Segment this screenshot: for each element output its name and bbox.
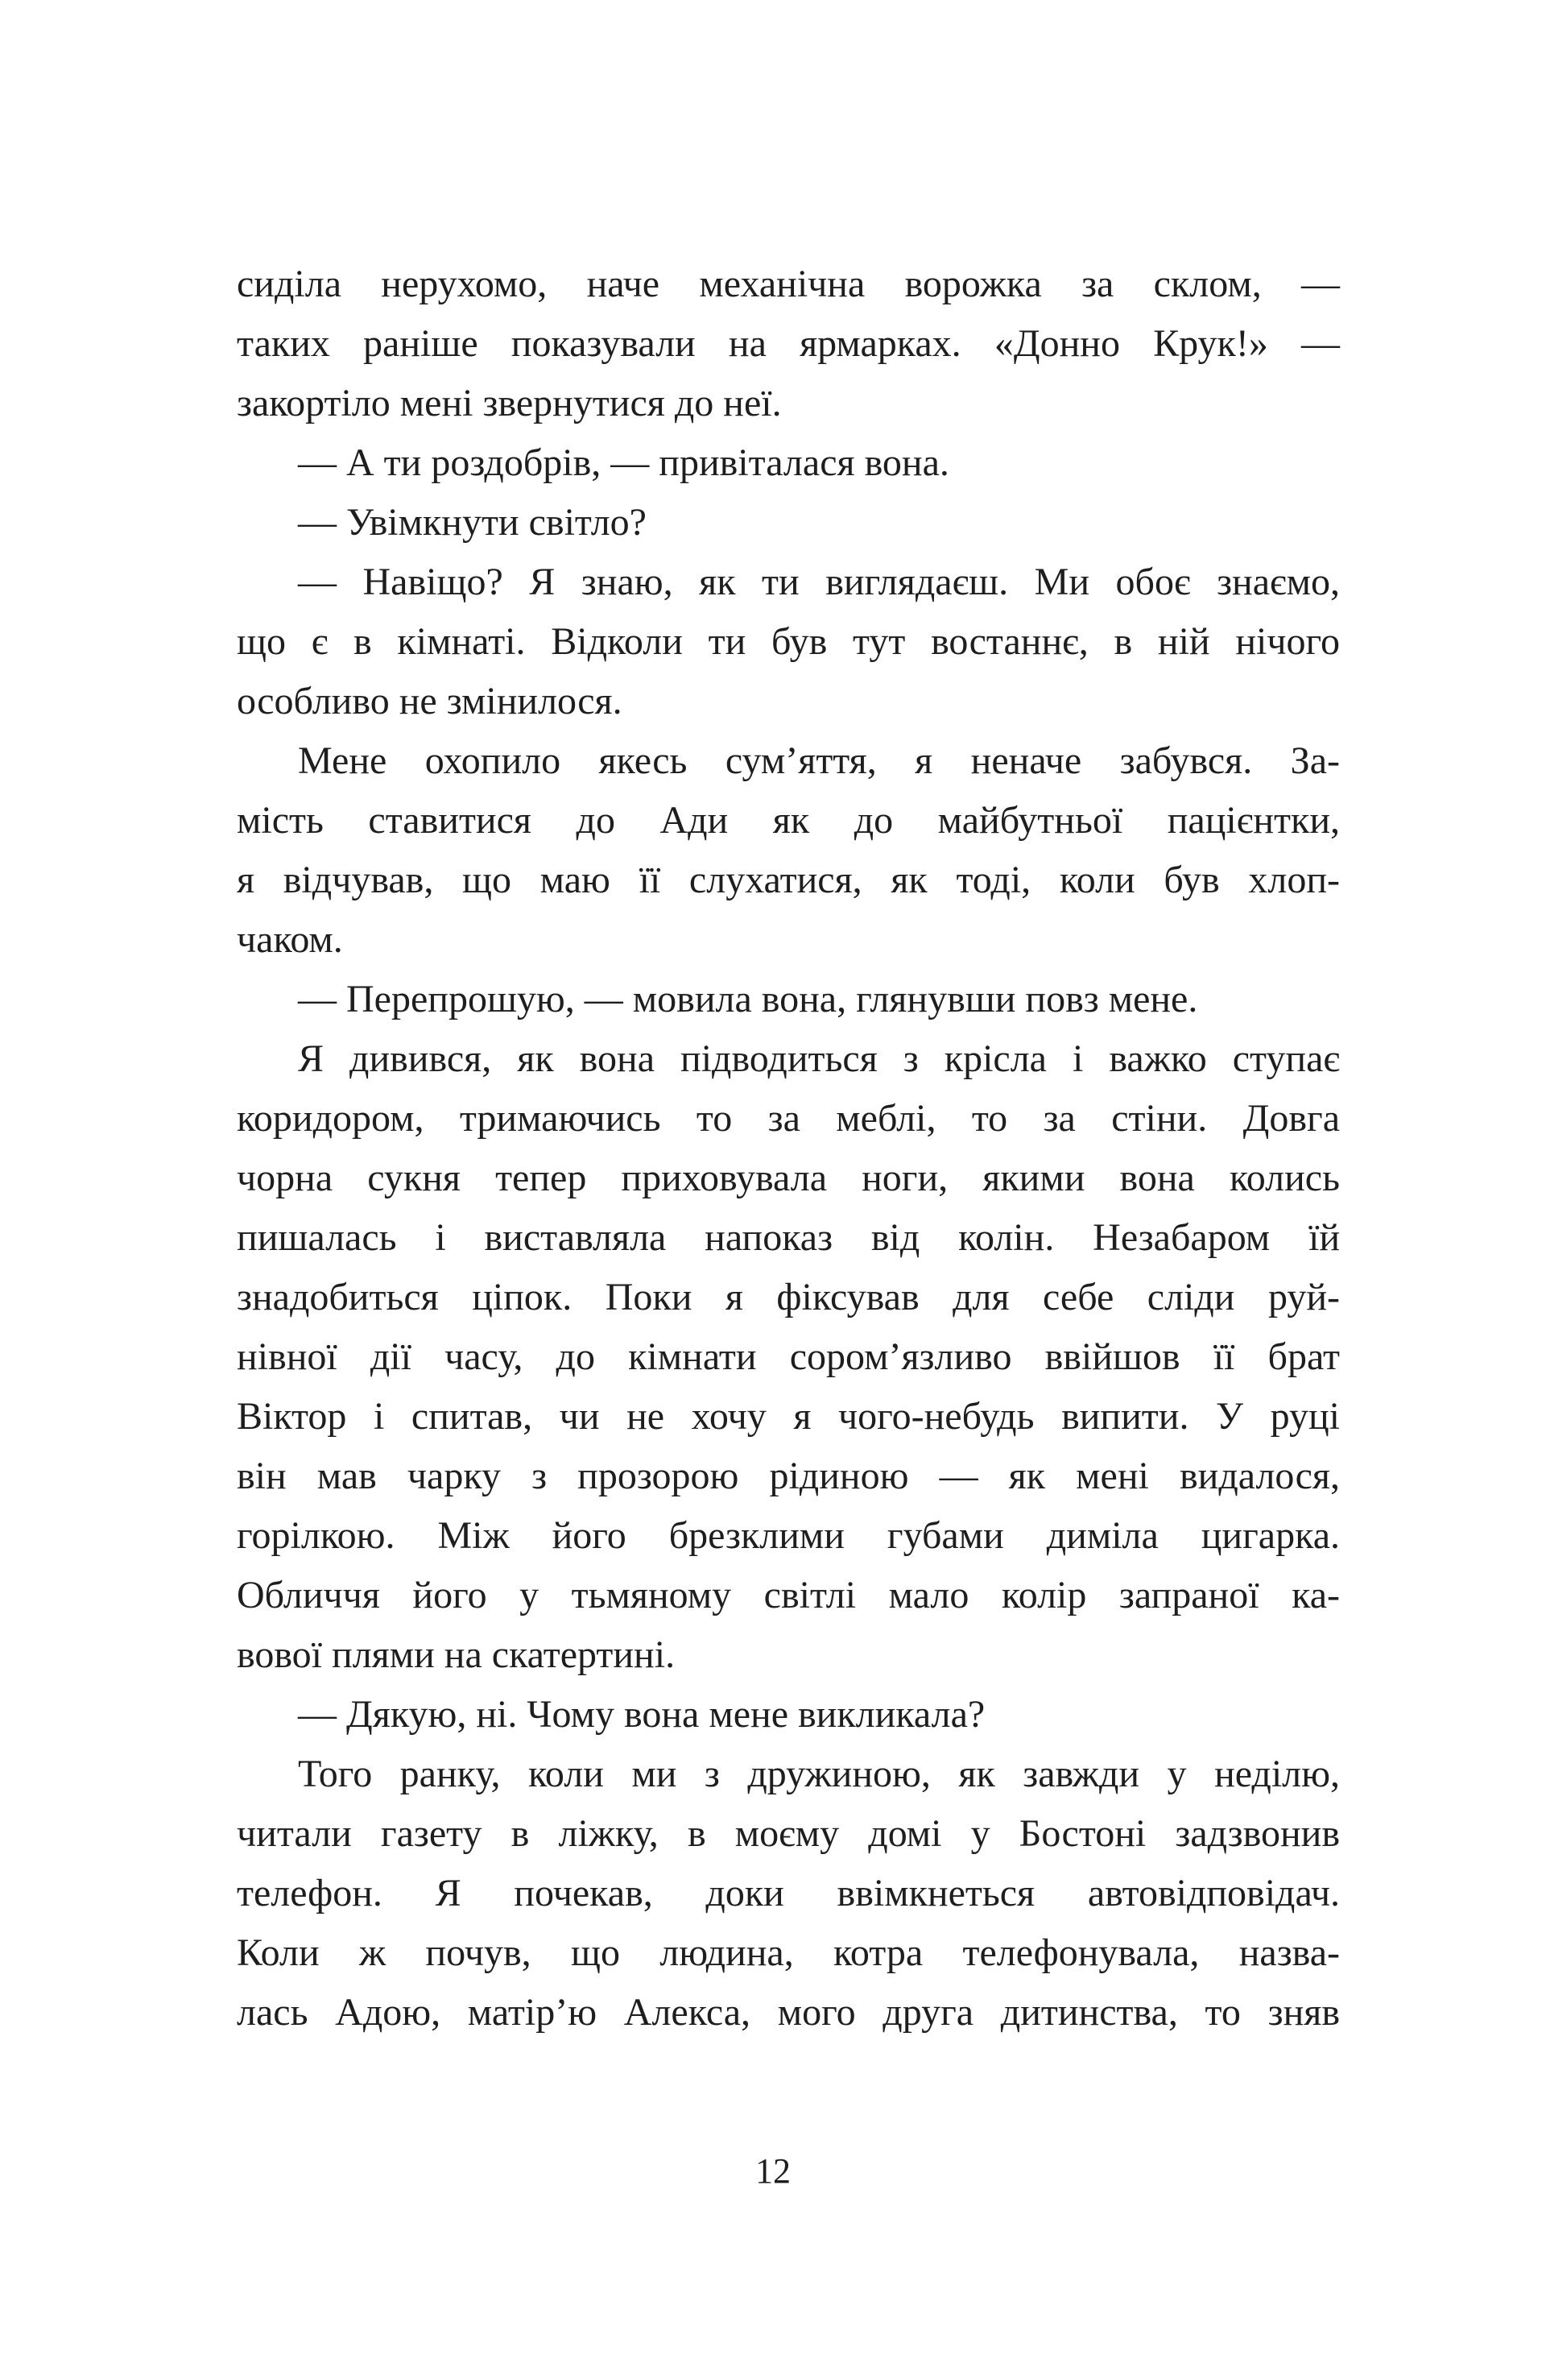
text-line: пишалась і виставляла напоказ від колін. Незабаром їй — [237, 1216, 1340, 1259]
text-line: чаком. — [237, 918, 343, 961]
text-line: знадобиться ціпок. Поки я фіксував для себе сліди руй- — [237, 1276, 1340, 1318]
text-line: коридором, тримаючись то за меблі, то за стіни. Довга — [237, 1097, 1340, 1140]
text-line: — Дякую, ні. Чому вона мене викликала? — [298, 1693, 986, 1736]
text-line: таких раніше показували на ярмарках. «Донно Крук!» — — [237, 322, 1340, 365]
text-line: читали газету в ліжку, в моєму домі у Бостоні задзвонив — [237, 1812, 1340, 1855]
text-line: — Увімкнути світло? — [298, 501, 647, 544]
body-text — [237, 255, 1340, 2043]
text-line: закортіло мені звернутися до неї. — [237, 382, 782, 424]
text-line: — Навіщо? Я знаю, як ти виглядаєш. Ми обоє знаємо, — [298, 561, 1340, 603]
text-line: сиділа нерухомо, наче механічна ворожка за склом, — — [237, 263, 1340, 305]
text-line: Мене охопило якесь сум’яття, я неначе забувся. За- — [298, 739, 1340, 782]
text-line: лась Адою, матір’ю Алекса, мого друга дитинства, то зняв — [237, 1991, 1340, 2034]
page-number: 12 — [755, 2151, 791, 2191]
text-line: мість ставитися до Ади як до майбутньої пацієнтки, — [237, 799, 1340, 842]
text-line: Того ранку, коли ми з дружиною, як завжди у неділю, — [298, 1753, 1340, 1795]
text-line: Я дивився, як вона підводиться з крісла і важко ступає — [298, 1037, 1340, 1080]
text-line: нівної дії часу, до кімнати сором’язливо ввійшов її брат — [237, 1335, 1340, 1378]
text-line: особливо не змінилося. — [237, 680, 622, 722]
text-line: Обличчя його у тьмяному світлі мало колір запраної ка- — [237, 1574, 1340, 1616]
text-line: Віктор і спитав, чи не хочу я чого-небудь випити. У руці — [237, 1395, 1340, 1438]
text-line: вової плями на скатертині. — [237, 1633, 676, 1676]
text-line: чорна сукня тепер приховувала ноги, якими вона колись — [237, 1157, 1340, 1199]
text-line: телефон. Я почекав, доки ввімкнеться автовідповідач. — [237, 1872, 1340, 1914]
text-line: горілкою. Між його брезклими губами диміла цигарка. — [237, 1514, 1340, 1557]
text-line: — А ти роздобрів, — привіталася вона. — [298, 441, 949, 484]
text-line: я відчував, що маю її слухатися, як тоді, коли був хлоп- — [237, 859, 1340, 901]
text-line: Коли ж почув, що людина, котра телефонувала, назва- — [237, 1931, 1340, 1974]
text-line: що є в кімнаті. Відколи ти був тут востаннє, в ній нічого — [237, 620, 1340, 663]
text-line: — Перепрошую, — мовила вона, глянувши повз мене. — [298, 978, 1198, 1020]
text-line: він мав чарку з прозорою рідиною — як мені видалося, — [237, 1455, 1340, 1497]
